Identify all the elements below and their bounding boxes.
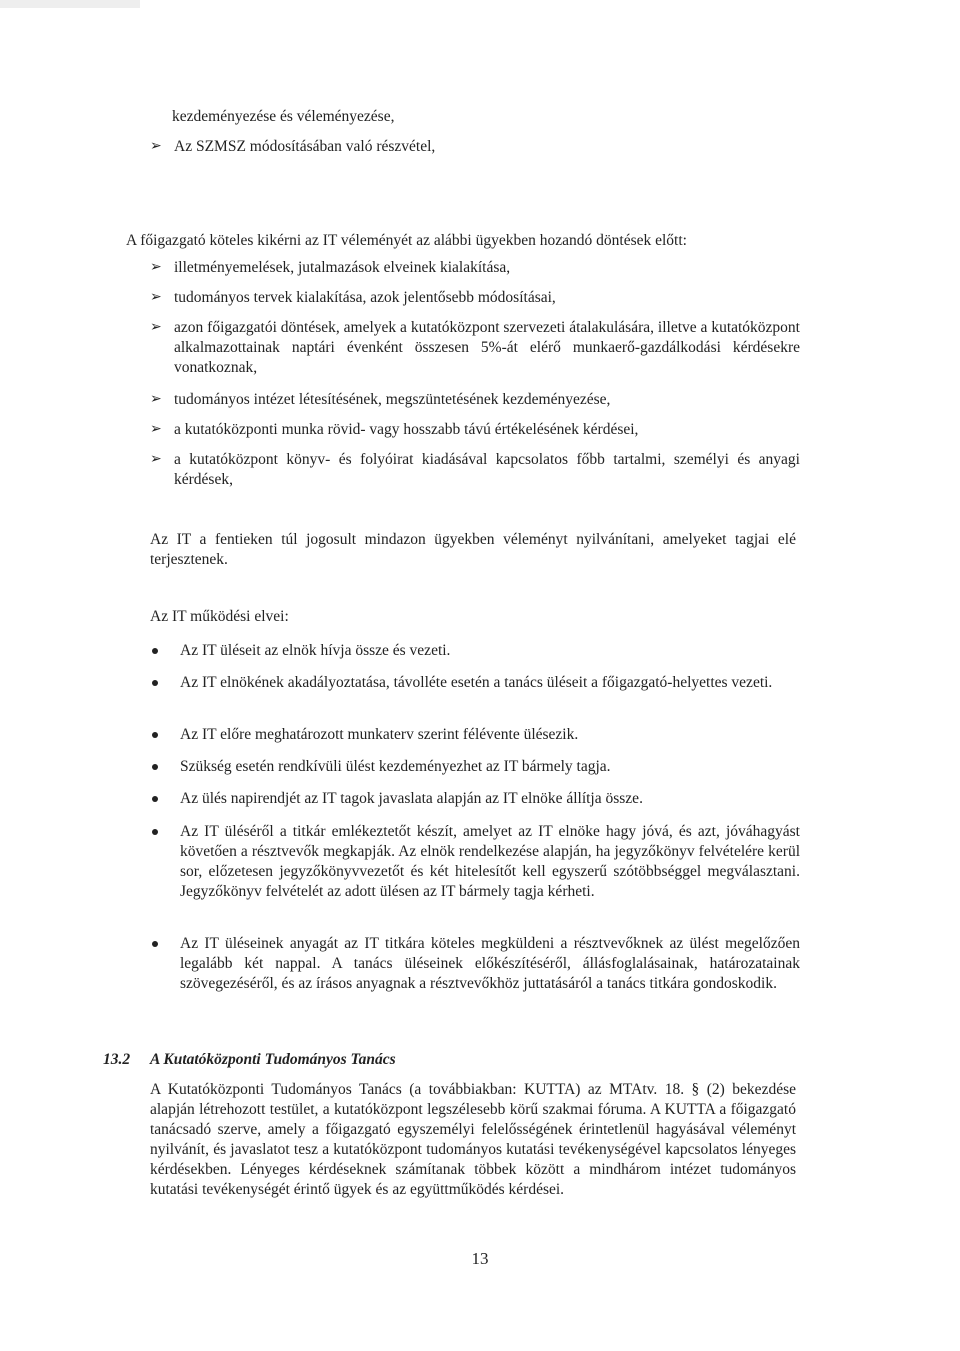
bullet-dot-icon — [152, 764, 158, 770]
bullet-dot-icon — [152, 732, 158, 738]
arrow-bullet-icon: ➢ — [150, 260, 162, 275]
bullet-dot-icon — [152, 796, 158, 802]
arrow-bullet-icon: ➢ — [150, 320, 162, 335]
page-number: 13 — [471, 1249, 489, 1268]
scan-artifact — [0, 0, 140, 8]
arrow-bullet-icon: ➢ — [150, 452, 162, 467]
section-number: 13.2 — [103, 1051, 131, 1068]
list-item-text: Szükség esetén rendkívüli ülést kezdeményezhet az IT bármely tagja. — [180, 758, 611, 775]
section-13-2-body: A Kutatóközponti Tudományos Tanács (a továbbiakban: KUTTA) az MTAtv. 18. § (2) bekezdése alapján létrehozott testület, a kutatóközpont legszélesebb körű szakmai fóruma. A KUTTA a főigazgató tanácsadó szerve, amely a főigazgató egyszemélyi felelősségének érintetlenül hagyásával véleményt nyilvánít, és javaslatot tesz a kutatóközpont tudományos kutatási tevékenységével kapcsolatos lényeges kérdésekben. Lényeges kérdéseknek számítanak többek között a mindhárom intézet tudományos kutatási tevékenységét érintő ügyek és az együttműködés kérdései. — [150, 1081, 796, 1198]
section-b-lead: Az IT működési elvei: — [150, 608, 289, 625]
list-item-text: azon főigazgatói döntések, amelyek a kutatóközpont szervezeti átalakulására, illetve a kutatóközpont alkalmazottainak naptári évenként összesen 5%-át elérő munkaerő-gazdálkodási kérdésekre vonatkoznak, — [174, 319, 800, 376]
bullet-dot-icon — [152, 680, 158, 686]
bullet-dot-icon — [152, 829, 158, 835]
list-item-text: Az IT üléséről a titkár emlékeztetőt készít, amelyet az IT elnöke hagy jóvá, és azt, jóváhagyást követően a résztvevők megkapják. Az elnök rendelkezése alapján, ha jegyzőkönyv felvételére kerül sor, előzetesen jegyzőkönyvvezetőt és két hitelesítőt kell egyszerű szótöbbséggel megválasztani. Jegyzőkönyv felvételét az adott ülésen az IT bármely tagja kérheti. — [180, 823, 800, 900]
list-item-text: Az IT üléseinek anyagát az IT titkára köteles megküldeni a résztvevőknek az ülést megelőzően legalább két nappal. A tanács üléseinek előkészítéséről, állásfoglalásainak, határozatainak szövegezéséről, és az írásos anyagnak a résztvevőkhöz juttatásáról a tanács titkára gondoskodik. — [180, 935, 800, 992]
list-item-text: a kutatóközpont könyv- és folyóirat kiadásával kapcsolatos főbb tartalmi, személyi és anyagi kérdések, — [174, 451, 800, 488]
bullet-dot-icon — [152, 648, 158, 654]
list-item-text: illetményemelések, jutalmazások elveinek kialakítása, — [174, 259, 511, 276]
intro-line-1: kezdeményezése és véleményezése, — [172, 108, 395, 125]
list-item-text: Az ülés napirendjét az IT tagok javaslata alapján az IT elnöke állítja össze. — [180, 790, 643, 807]
paragraph-it-general: Az IT a fentieken túl jogosult mindazon ügyekben véleményt nyilvánítani, amelyeket tagjai elé terjesztenek. — [150, 531, 796, 568]
arrow-bullet-icon: ➢ — [150, 139, 162, 154]
intro-line-2: Az SZMSZ módosításában való részvétel, — [174, 138, 436, 155]
list-item-text: Az IT üléseit az elnök hívja össze és vezeti. — [180, 642, 451, 659]
list-item-text: Az IT előre meghatározott munkaterv szerint félévente ülésezik. — [180, 726, 579, 743]
list-item-text: tudományos tervek kialakítása, azok jelentősebb módosításai, — [174, 289, 556, 306]
arrow-bullet-icon: ➢ — [150, 392, 162, 407]
section-a-lead: A főigazgató köteles kikérni az IT véleményét az alábbi ügyekben hozandó döntések előtt: — [126, 232, 687, 249]
list-item-text: tudományos intézet létesítésének, megszüntetésének kezdeményezése, — [174, 391, 611, 408]
list-item-text: a kutatóközponti munka rövid- vagy hosszabb távú értékelésének kérdései, — [174, 421, 639, 438]
bullet-dot-icon — [152, 941, 158, 947]
section-title: A Kutatóközponti Tudományos Tanács — [150, 1051, 396, 1068]
arrow-bullet-icon: ➢ — [150, 290, 162, 305]
arrow-bullet-icon: ➢ — [150, 422, 162, 437]
list-item-text: Az IT elnökének akadályoztatása, távolléte esetén a tanács üléseit a főigazgató-helyettes vezeti. — [180, 674, 773, 691]
